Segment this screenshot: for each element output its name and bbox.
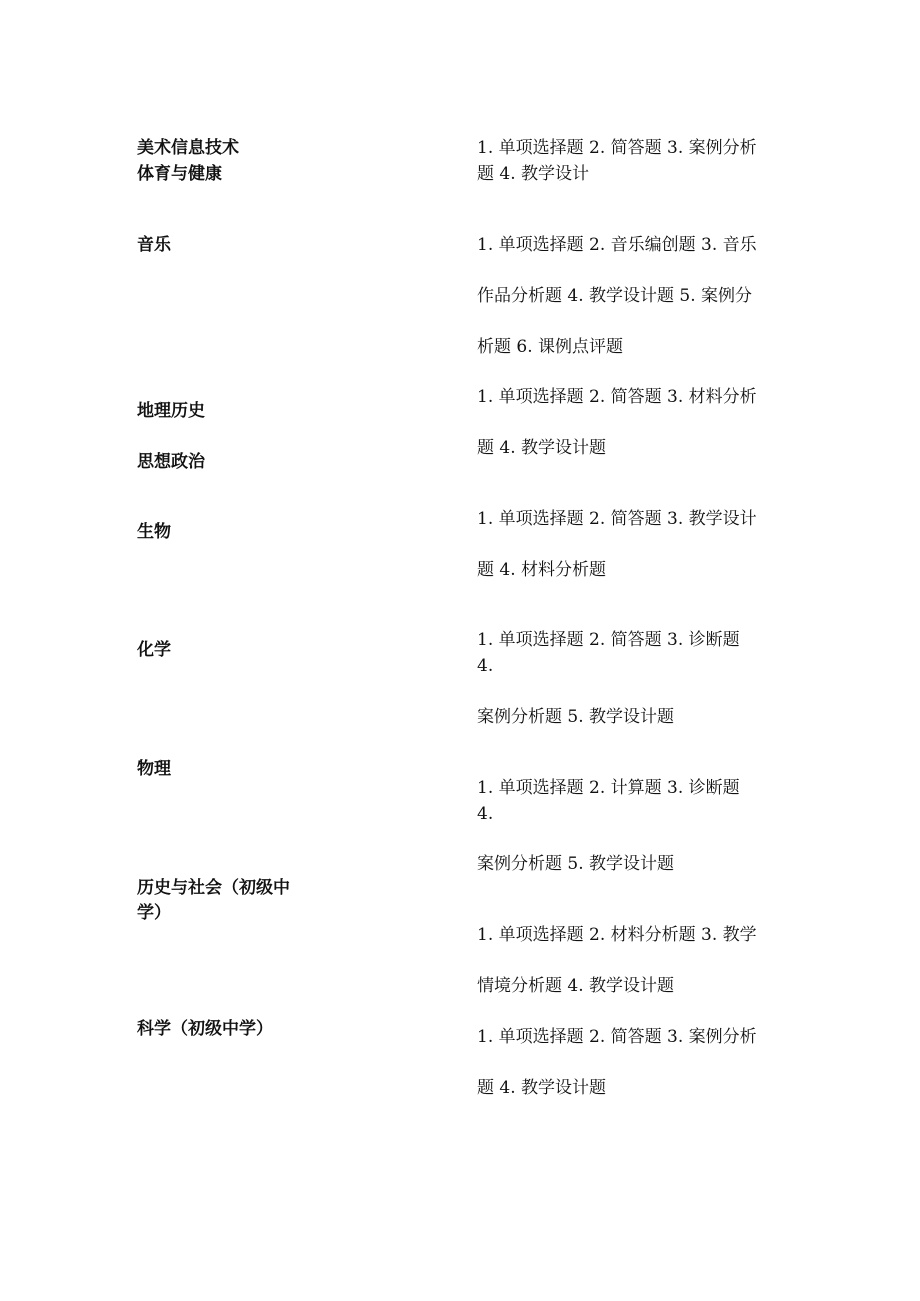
subject-chemistry: 化学 xyxy=(137,640,171,660)
question-types-arts-pe: 1. 单项选择题 2. 简答题 3. 案例分析 xyxy=(477,138,757,158)
subject-physics: 物理 xyxy=(137,759,171,779)
question-types-music: 作品分析题 4. 教学设计题 5. 案例分 xyxy=(477,286,753,306)
question-types-music: 析题 6. 课例点评题 xyxy=(477,337,624,357)
subject-pe-health: 体育与健康 xyxy=(137,164,222,184)
question-types-music: 1. 单项选择题 2. 音乐编创题 3. 音乐 xyxy=(477,235,757,255)
question-types-geo-history-politics: 题 4. 教学设计题 xyxy=(477,438,607,458)
subject-history-society-cont: 学） xyxy=(137,903,171,923)
question-types-physics: 1. 单项选择题 2. 计算题 3. 诊断题 xyxy=(477,778,740,798)
subject-politics: 思想政治 xyxy=(137,452,205,472)
question-types-physics: 4. xyxy=(477,804,494,824)
question-types-history-society: 情境分析题 4. 教学设计题 xyxy=(477,976,675,996)
question-types-chemistry: 案例分析题 5. 教学设计题 xyxy=(477,707,675,727)
question-types-arts-pe: 题 4. 教学设计 xyxy=(477,164,590,184)
question-types-science: 题 4. 教学设计题 xyxy=(477,1078,607,1098)
subject-arts-it: 美术信息技术 xyxy=(137,138,239,158)
subject-music: 音乐 xyxy=(137,235,171,255)
question-types-chemistry: 4. xyxy=(477,656,494,676)
question-types-physics: 案例分析题 5. 教学设计题 xyxy=(477,854,675,874)
subject-geo-history: 地理历史 xyxy=(137,401,205,421)
question-types-science: 1. 单项选择题 2. 简答题 3. 案例分析 xyxy=(477,1027,757,1047)
subject-history-society: 历史与社会（初级中 xyxy=(137,878,290,898)
question-types-biology: 1. 单项选择题 2. 简答题 3. 教学设计 xyxy=(477,509,757,529)
question-types-biology: 题 4. 材料分析题 xyxy=(477,560,607,580)
question-types-history-society: 1. 单项选择题 2. 材料分析题 3. 教学 xyxy=(477,925,757,945)
subject-biology: 生物 xyxy=(137,522,171,542)
question-types-chemistry: 1. 单项选择题 2. 简答题 3. 诊断题 xyxy=(477,630,740,650)
subject-science: 科学（初级中学） xyxy=(137,1019,273,1039)
question-types-geo-history-politics: 1. 单项选择题 2. 简答题 3. 材料分析 xyxy=(477,387,757,407)
